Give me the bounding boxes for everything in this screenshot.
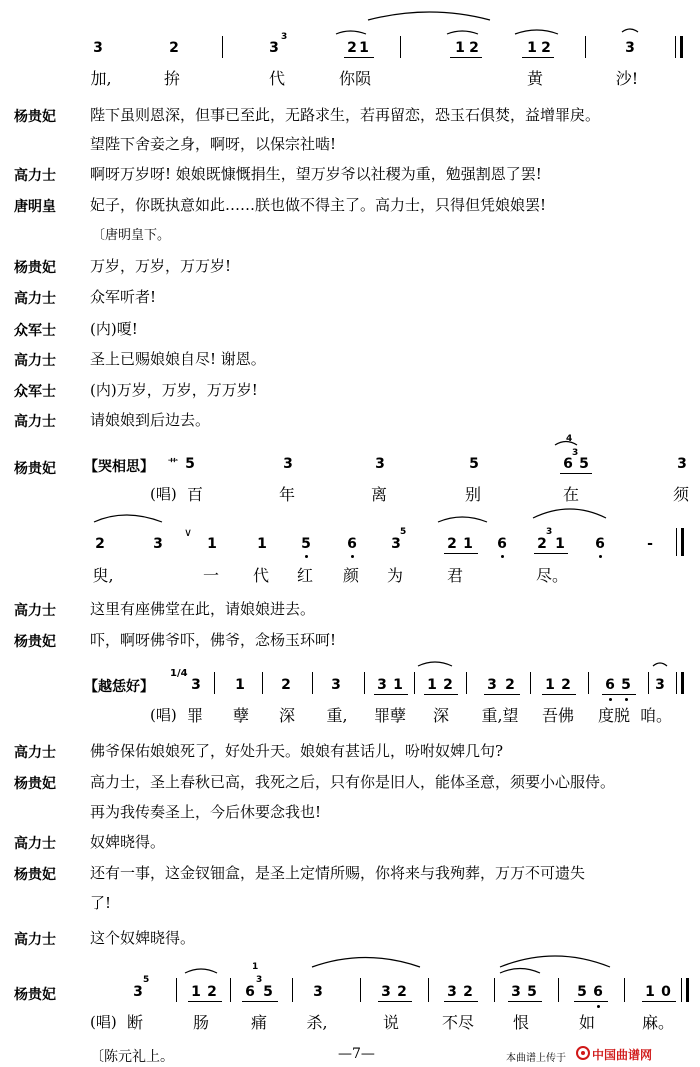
low-dot: [305, 555, 308, 558]
dialogue-line: 奴婢晓得。: [90, 833, 166, 851]
underline: [522, 57, 554, 58]
lyric: 度脱: [597, 706, 630, 725]
speaker: 众军士: [14, 384, 56, 400]
note: 2: [397, 984, 407, 1000]
lyric: 痛: [250, 1013, 267, 1032]
speaker: 高力士: [14, 745, 56, 761]
lyric: 你陨: [338, 69, 371, 88]
speaker: 众军士: [14, 323, 56, 339]
note: 2: [447, 536, 457, 552]
dialogue-line: 妃子，你既执意如此……朕也做不得主了。高力士，只得但凭娘娘罢!: [90, 196, 547, 214]
note: 5: [579, 456, 589, 472]
dialogue-line: 这个奴婢晓得。: [90, 929, 196, 947]
underline: [344, 57, 374, 58]
upload-note: 本曲谱上传于: [506, 1053, 566, 1064]
note: 2: [207, 984, 217, 1000]
barline: [558, 978, 559, 1002]
stage-direction: 〔陈元礼上。: [90, 1049, 174, 1065]
note: 3: [133, 984, 143, 1000]
note: 1: [645, 984, 655, 1000]
note: 3: [487, 677, 497, 693]
barline: [675, 36, 676, 58]
lyric: 别: [464, 485, 481, 504]
dialogue-line: 请娘娘到后边去。: [90, 411, 211, 429]
low-dot: [501, 555, 504, 558]
lyric: 麻。: [641, 1013, 674, 1032]
lyric: 臾,: [92, 566, 114, 585]
lyric: 重,望: [481, 706, 519, 725]
tune-name: 【哭相思】: [84, 459, 154, 475]
dialogue-line: 高力士，圣上春秋已高，我死之后，只有你是旧人，能体圣意，须要小心服侍。: [90, 773, 616, 791]
low-dot: [597, 1005, 600, 1008]
note: 2: [505, 677, 515, 693]
underline: [574, 1001, 608, 1002]
site-name[interactable]: 中国曲谱网: [592, 1048, 653, 1062]
lyric: 罪孽: [373, 706, 406, 725]
note: 2: [469, 40, 479, 56]
sing-mark: (唱): [90, 1013, 117, 1031]
note: 2: [541, 40, 551, 56]
page-number: —7—: [338, 1046, 375, 1062]
lyric: 加,: [90, 69, 112, 88]
low-dot: [351, 555, 354, 558]
underline: [560, 473, 592, 474]
lyric: 为: [386, 566, 403, 585]
underline: [642, 1001, 676, 1002]
lyric: 深: [278, 706, 295, 725]
dialogue-line: 圣上已赐娘娘自尽! 谢恩。: [90, 350, 266, 368]
note: 1: [555, 536, 565, 552]
note: 2: [95, 536, 105, 552]
note: 1: [427, 677, 437, 693]
note: 5: [469, 456, 479, 472]
low-dot: [599, 555, 602, 558]
underline: [450, 57, 482, 58]
speaker: 杨贵妃: [14, 260, 56, 276]
dialogue-line: 这里有座佛堂在此，请娘娘进去。: [90, 600, 316, 618]
barline: [530, 672, 531, 694]
speaker: 杨贵妃: [14, 634, 56, 650]
dialogue-line: 吓，啊呀佛爷吓，佛爷，念杨玉环呵!: [90, 631, 337, 649]
lyric: 颜: [342, 566, 359, 585]
lyric: 黄: [526, 69, 543, 88]
dialogue-line: (内)万岁，万岁，万万岁!: [90, 381, 258, 399]
lyric: 在: [562, 485, 579, 504]
dialogue-line: 还有一事，这金钗钿盒，是圣上定情所赐，你将来与我殉葬，万万不可遗失: [90, 864, 586, 882]
note: 2: [169, 40, 179, 56]
lyric: 红: [296, 566, 313, 585]
note: 5: [527, 984, 537, 1000]
note: 1: [257, 536, 267, 552]
barline: [676, 528, 677, 556]
note: 6: [593, 984, 603, 1000]
note: 3: [313, 984, 323, 1000]
note: 1: [235, 677, 245, 693]
underline: [444, 1001, 478, 1002]
note: 5: [577, 984, 587, 1000]
note: 2: [347, 40, 357, 56]
note: 3: [391, 536, 401, 552]
note: 3: [377, 677, 387, 693]
sing-mark: (唱): [150, 485, 177, 503]
dialogue-line: 啊呀万岁呀! 娘娘既慷慨捐生，望万岁爷以社稷为重，勉强割恩了罢!: [90, 165, 542, 183]
lyric: 君: [446, 566, 463, 585]
underline: [444, 553, 478, 554]
speaker: 杨贵妃: [14, 987, 56, 1003]
dialogue-line: 望陛下舍妾之身，啊呀，以保宗社啮!: [90, 135, 337, 153]
dialogue-line: (内)嗄!: [90, 320, 138, 338]
barline: [585, 36, 586, 58]
speaker: 高力士: [14, 168, 56, 184]
lyric: 重,: [326, 706, 348, 725]
lyric: 百: [186, 485, 203, 504]
note: 5: [185, 456, 195, 472]
note: 3: [191, 677, 201, 693]
note: 3: [381, 984, 391, 1000]
lyric: 肠: [192, 1013, 209, 1032]
end-barline: [686, 978, 689, 1002]
note: -: [647, 536, 653, 552]
barline: [312, 672, 313, 694]
barline: [624, 978, 625, 1002]
underline: [602, 694, 636, 695]
lyric: 代: [252, 566, 269, 585]
note: 3: [511, 984, 521, 1000]
lyric: 深: [432, 706, 449, 725]
speaker: 高力士: [14, 414, 56, 430]
speaker: 杨贵妃: [14, 109, 56, 125]
underline: [484, 694, 520, 695]
note: 3: [655, 677, 665, 693]
underline: [508, 1001, 542, 1002]
note: 1: [359, 40, 369, 56]
note: 6: [563, 456, 573, 472]
lyric: 孽: [232, 706, 249, 725]
barline: [262, 672, 263, 694]
underline: [188, 1001, 222, 1002]
note: 2: [281, 677, 291, 693]
note: 1: [393, 677, 403, 693]
speaker: 杨贵妃: [14, 461, 56, 477]
barline: [400, 36, 401, 58]
barline: [230, 978, 231, 1002]
barline: [364, 672, 365, 694]
note: 3: [331, 677, 341, 693]
note: 0: [661, 984, 671, 1000]
note: 1: [455, 40, 465, 56]
note: 2: [463, 984, 473, 1000]
note: 3: [677, 456, 687, 472]
low-dot: [609, 698, 612, 701]
speaker: 唐明皇: [14, 199, 56, 215]
note: 2: [537, 536, 547, 552]
barline: [681, 978, 682, 1002]
lyric: 离: [370, 485, 387, 504]
speaker: 高力士: [14, 353, 56, 369]
barline: [292, 978, 293, 1002]
lyric: 罪: [186, 706, 203, 725]
note: 1: [545, 677, 555, 693]
end-barline: [681, 672, 684, 694]
end-barline: [680, 36, 683, 58]
underline: [424, 694, 458, 695]
time-signature: 1/4: [170, 668, 188, 679]
speaker: 杨贵妃: [14, 776, 56, 792]
barline: [676, 672, 677, 694]
lyric: 一: [202, 566, 219, 585]
lyric: 断: [126, 1013, 143, 1032]
note: 6: [605, 677, 615, 693]
barline: [428, 978, 429, 1002]
barline: [588, 672, 589, 694]
lyric: 拚: [163, 69, 180, 88]
note: 5: [301, 536, 311, 552]
note: 6: [245, 984, 255, 1000]
note: 3: [447, 984, 457, 1000]
barline: [360, 978, 361, 1002]
underline: [542, 694, 576, 695]
note: 3: [625, 40, 635, 56]
stage-direction: 〔唐明皇下。: [92, 228, 171, 243]
note: 3: [269, 40, 279, 56]
underline: [378, 1001, 412, 1002]
note: 2: [561, 677, 571, 693]
dialogue-line: 佛爷保佑娘娘死了，好处升天。娘娘有甚话儿，吩咐奴婢几句?: [90, 742, 504, 760]
lyric: 年: [278, 485, 295, 504]
note: 3: [93, 40, 103, 56]
lyric: 说: [382, 1013, 399, 1032]
note: 6: [595, 536, 605, 552]
low-dot: [625, 698, 628, 701]
lyric: 吾佛: [541, 706, 574, 725]
barline: [222, 36, 223, 58]
dialogue-line: 陛下虽则恩深，但事已至此，无路求生，若再留恋，恐玉石俱焚，益增罪戾。: [90, 106, 601, 124]
speaker: 杨贵妃: [14, 867, 56, 883]
barline: [214, 672, 215, 694]
dialogue-line: 了!: [90, 894, 112, 912]
barline: [176, 978, 177, 1002]
note: 1: [207, 536, 217, 552]
barline: [494, 978, 495, 1002]
site-logo-icon: [576, 1045, 590, 1059]
barline: [414, 672, 415, 694]
note: 6: [347, 536, 357, 552]
speaker: 高力士: [14, 291, 56, 307]
speaker: 高力士: [14, 932, 56, 948]
underline: [374, 694, 408, 695]
tune-name: 【越恁好】: [84, 679, 154, 695]
note: 5: [263, 984, 273, 1000]
speaker: 高力士: [14, 603, 56, 619]
note: 1: [527, 40, 537, 56]
note: 3: [375, 456, 385, 472]
lyric: 须: [672, 485, 689, 504]
note: 3: [283, 456, 293, 472]
dialogue-line: 再为我传奏圣上，今后休要念我也!: [90, 803, 322, 821]
sing-mark: (唱): [150, 706, 177, 724]
end-barline: [681, 528, 684, 556]
note: 6: [497, 536, 507, 552]
lyric: 不尽: [441, 1013, 474, 1032]
underline: [534, 553, 568, 554]
lyric: 杀,: [306, 1013, 328, 1032]
lyric: 代: [268, 69, 285, 88]
dialogue-line: 万岁，万岁，万万岁!: [90, 257, 232, 275]
note: 3: [153, 536, 163, 552]
underline: [242, 1001, 278, 1002]
barline: [466, 672, 467, 694]
lyric: 沙!: [615, 69, 639, 88]
lyric: 尽。: [536, 566, 569, 585]
speaker: 高力士: [14, 836, 56, 852]
lyric: 如: [578, 1013, 595, 1032]
lyric: 咱。: [640, 706, 673, 725]
lyric: 恨: [512, 1013, 529, 1032]
dialogue-line: 众军听者!: [90, 288, 157, 306]
note: 1: [463, 536, 473, 552]
note: 2: [443, 677, 453, 693]
breath-mark: ∨: [184, 526, 193, 539]
note: 1: [191, 984, 201, 1000]
note: 5: [621, 677, 631, 693]
